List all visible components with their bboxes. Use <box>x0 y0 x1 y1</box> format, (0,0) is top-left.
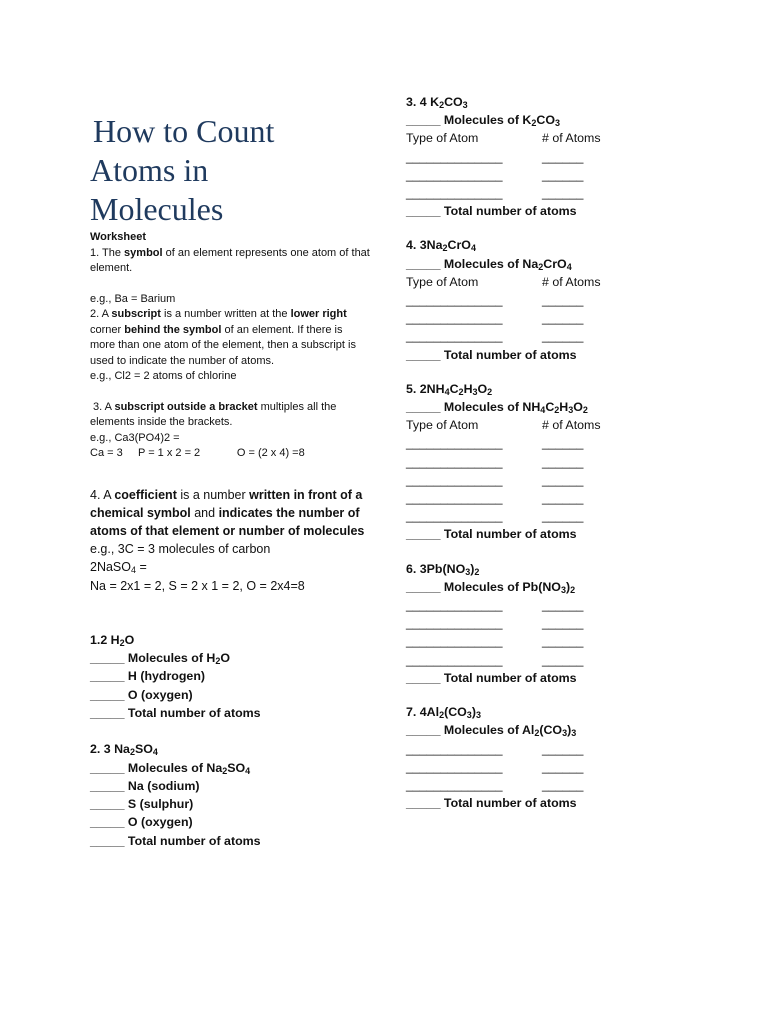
problem-1-item: _____ O (oxygen) <box>90 687 193 702</box>
problem-2-molecules: _____ Molecules of $Na_2SO_4$ <box>90 760 251 776</box>
answer-row: ______________ ______ <box>406 598 584 613</box>
rule-3: 3. A subscript outside a bracket multiples all the elements inside the brackets. <box>90 400 337 428</box>
problem-5-heading: 5. $2NH_4C_2H_3O_2$ <box>406 381 493 397</box>
rule-2-example: e.g., Cl2 = 2 atoms of chlorine <box>90 370 237 382</box>
problem-7-heading: 7. $4Al_2(CO_3)_3$ <box>406 705 481 721</box>
table-header: Type of Atom # of Atoms <box>406 274 601 289</box>
problem-2-heading: 2. 3 $Na_2SO_4$ <box>90 742 158 758</box>
rule-1: 1. The symbol of an element represents one atom of that element. <box>90 246 370 274</box>
problem-1-molecules: _____ Molecules of $H_2O$ <box>90 651 231 667</box>
problem-5-molecules: _____ Molecules of $NH_4C_2H_3O_2$ <box>406 400 588 416</box>
answer-row: ______________ ______ <box>406 777 584 792</box>
problem-3 <box>406 93 666 220</box>
problem-6-total: _____ Total number of atoms <box>406 670 577 685</box>
problem-2-item: _____ S (sulphur) <box>90 797 194 812</box>
problem-2-item: _____ O (oxygen) <box>90 815 193 830</box>
problem-3-heading: 3. 4 $K_2CO_3$ <box>406 95 468 110</box>
rule-4-calc: Na = 2x1 = 2, S = 2 x 1 = 2, O = 2x4=8 <box>90 578 305 593</box>
problem-2-item: _____ Na (sodium) <box>90 778 200 793</box>
answer-row: ______________ ______ <box>406 509 584 524</box>
problem-4 <box>406 236 666 363</box>
problem-4-molecules: _____ Molecules of $Na_2CrO_4$ <box>406 256 572 272</box>
answer-row: ______________ ______ <box>406 186 584 201</box>
answer-row: ______________ ______ <box>406 759 584 774</box>
problem-1-total: _____ Total number of atoms <box>90 705 261 720</box>
title-line-2: Atoms in <box>90 152 209 188</box>
answer-row: ______________ ______ <box>406 329 584 344</box>
worksheet-label: Worksheet <box>90 231 147 243</box>
answer-row: ______________ ______ <box>406 741 584 756</box>
problem-4-total: _____ Total number of atoms <box>406 347 577 362</box>
problem-1-heading: 1.2 $H_2O$ <box>90 632 135 648</box>
problem-2-total: _____ Total number of atoms <box>90 833 261 848</box>
title-line-3: Molecules <box>90 191 224 227</box>
right-column <box>406 93 666 812</box>
rule-3-calc: Ca = 3 P = 1 x 2 = 2 O = (2 x 4) =8 <box>90 447 305 459</box>
answer-row: ______________ ______ <box>406 616 584 631</box>
problem-2 <box>90 740 370 850</box>
answer-row: ______________ ______ <box>406 652 584 667</box>
table-header: Type of Atom # of Atoms <box>406 131 601 146</box>
answer-row: ______________ ______ <box>406 311 584 326</box>
problem-1-item: _____ H (hydrogen) <box>90 669 206 684</box>
answer-row: ______________ ______ <box>406 634 584 649</box>
answer-row: ______________ ______ <box>406 167 584 182</box>
problem-5 <box>406 380 666 544</box>
answer-row: ______________ ______ <box>406 491 584 506</box>
problem-1 <box>90 631 370 722</box>
problem-7 <box>406 703 666 812</box>
answer-row: ______________ ______ <box>406 293 584 308</box>
problem-5-total: _____ Total number of atoms <box>406 527 577 542</box>
answer-row: ______________ ______ <box>406 472 584 487</box>
problem-3-total: _____ Total number of atoms <box>406 204 577 219</box>
rule-2: 2. A subscript is a number written at the lower right corner behind the symbol of an element. If there is more than one atom of the element, then a subscript is used to indicate the number of atoms. <box>90 308 356 367</box>
problem-7-total: _____ Total number of atoms <box>406 796 577 811</box>
rule-1-example: e.g., Ba = Barium <box>90 292 176 305</box>
rule-4-section <box>90 486 370 595</box>
answer-row: ______________ ______ <box>406 149 584 164</box>
table-header: Type of Atom # of Atoms <box>406 418 601 433</box>
rule-3-example: e.g., Ca3(PO4)2 = <box>90 431 180 444</box>
rule-4-example-1: e.g., 3C = 3 molecules of carbon <box>90 542 271 557</box>
problem-3-molecules: _____ Molecules of $K_2CO_3$ <box>406 113 560 129</box>
problem-6 <box>406 560 666 687</box>
problem-6-molecules: _____ Molecules of $Pb(NO_3)_2$ <box>406 579 576 595</box>
problem-7-molecules: _____ Molecules of $Al_2(CO_3)_3$ <box>406 723 577 739</box>
problem-4-heading: 4. $3Na_2CrO_4$ <box>406 238 476 254</box>
title-line-1: How to Count <box>93 113 275 149</box>
rules-section <box>90 230 370 462</box>
rule-4-example-2: 2NaSO$_4$ = <box>90 560 147 576</box>
answer-row: ______________ ______ <box>406 454 584 469</box>
answer-row: ______________ ______ <box>406 436 584 451</box>
left-column <box>90 230 370 850</box>
problem-6-heading: 6. $3Pb(NO_3)_2$ <box>406 561 480 577</box>
rule-4: 4. A coefficient is a number written in front of a chemical symbol and indicates the number of atoms of that element or number of molecules <box>90 487 365 538</box>
worksheet-title <box>90 112 370 229</box>
